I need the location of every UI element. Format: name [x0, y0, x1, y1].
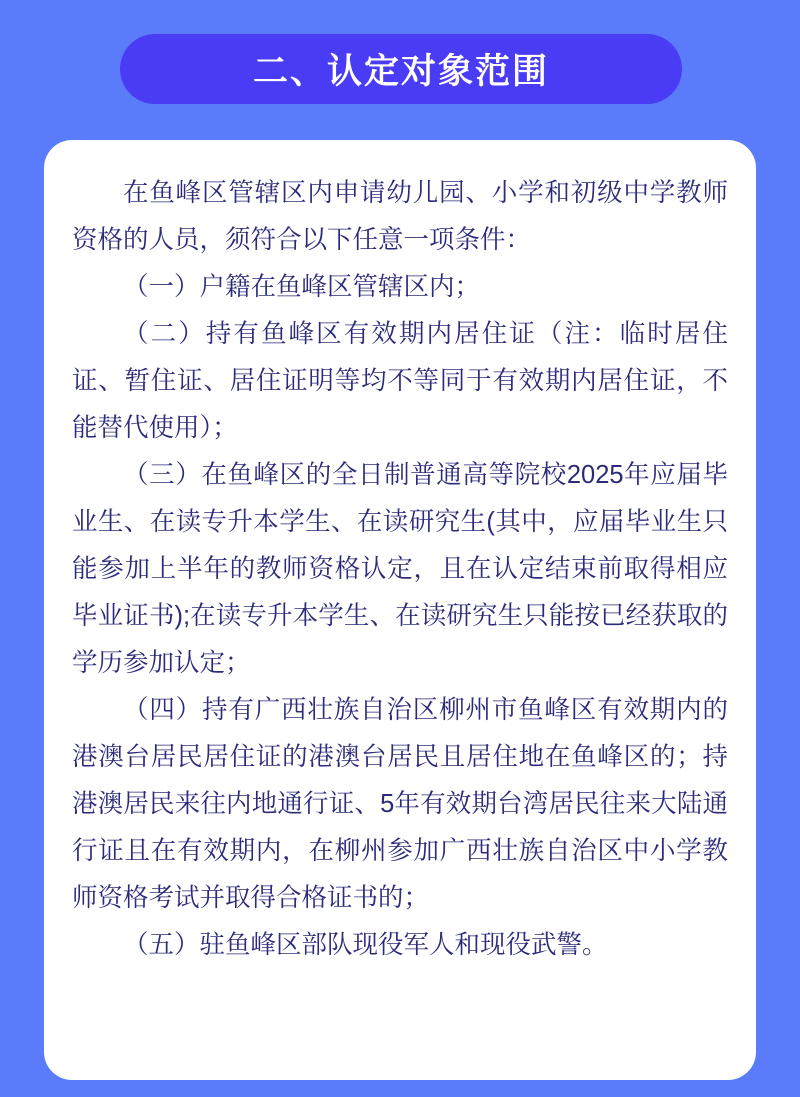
paragraph-item-2: （二）持有鱼峰区有效期内居住证（注：临时居住证、暂住证、居住证明等均不等同于有效期内居住证，不能替代使用）；	[72, 320, 728, 442]
paragraph-item-5: （五）驻鱼峰区部队现役军人和现役武警。	[123, 931, 608, 959]
content-card	[44, 140, 756, 1080]
paragraph-intro: 在鱼峰区管辖区内申请幼儿园、小学和初级中学教师资格的人员，须符合以下任意一项条件：	[72, 179, 728, 254]
paragraph-item-1: （一）户籍在鱼峰区管辖区内；	[123, 273, 481, 301]
page-title: 二、认定对象范围	[252, 52, 549, 91]
title-banner	[120, 34, 682, 104]
paragraph-item-3: （三）在鱼峰区的全日制普通高等院校2025年应届毕业生、在读专升本学生、在读研究生(其中，应届毕业生只能参加上半年的教师资格认定，且在认定结束前取得相应毕业证书);在读专升本学生、在读研究生只能按已经获取的学历参加认定；	[72, 461, 728, 677]
paragraph-item-4: （四）持有广西壮族自治区柳州市鱼峰区有效期内的港澳台居民居住证的港澳台居民且居住地在鱼峰区的；持港澳居民来往内地通行证、5年有效期台湾居民往来大陆通行证且在有效期内，在柳州参加广西壮族自治区中小学教师资格考试并取得合格证书的；	[72, 696, 728, 912]
